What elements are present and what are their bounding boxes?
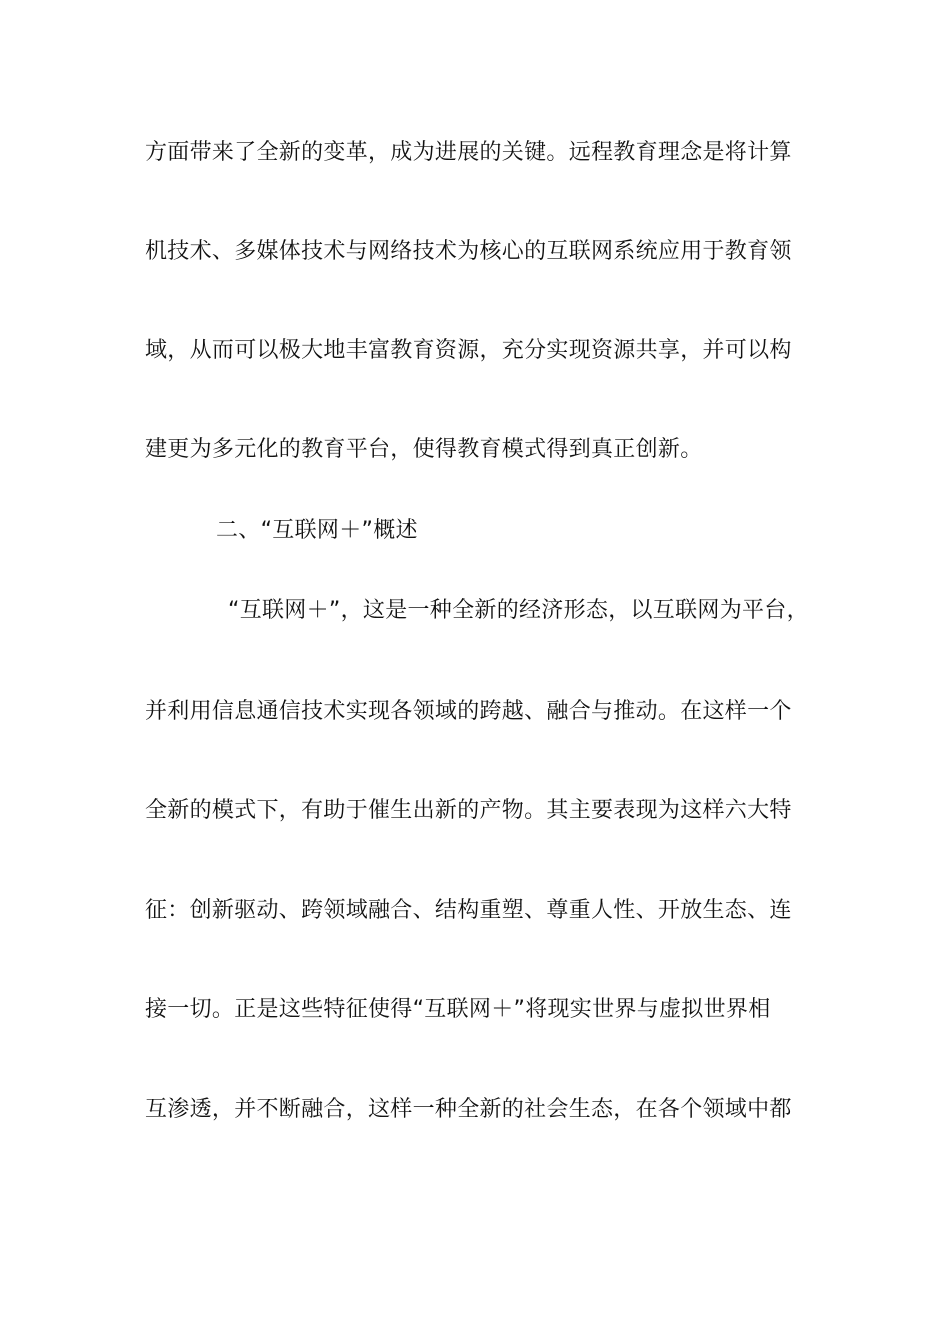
section-heading: 二、“互联网＋”概述 — [216, 518, 418, 543]
paragraph-line: 征：创新驱动、跨领域融合、结构重塑、尊重人性、开放生态、连 — [145, 898, 792, 923]
paragraph-line: 并利用信息通信技术实现各领域的跨越、融合与推动。在这样一个 — [145, 699, 792, 724]
paragraph-line: 建更为多元化的教育平台，使得教育模式得到真正创新。 — [145, 437, 703, 462]
paragraph-line: 机技术、多媒体技术与网络技术为核心的互联网系统应用于教育领 — [145, 239, 792, 264]
paragraph-line: 全新的模式下，有助于催生出新的产物。其主要表现为这样六大特 — [145, 798, 792, 823]
paragraph-line: “互联网＋”，这是一种全新的经济形态，以互联网为平台， — [228, 598, 809, 623]
paragraph-line: 方面带来了全新的变革，成为进展的关键。远程教育理念是将计算 — [145, 140, 792, 165]
paragraph-line: 互渗透，并不断融合，这样一种全新的社会生态，在各个领域中都 — [145, 1097, 792, 1122]
paragraph-line: 接一切。正是这些特征使得“互联网＋”将现实世界与虚拟世界相 — [145, 997, 771, 1022]
paragraph-line: 域，从而可以极大地丰富教育资源，充分实现资源共享，并可以构 — [145, 338, 792, 363]
